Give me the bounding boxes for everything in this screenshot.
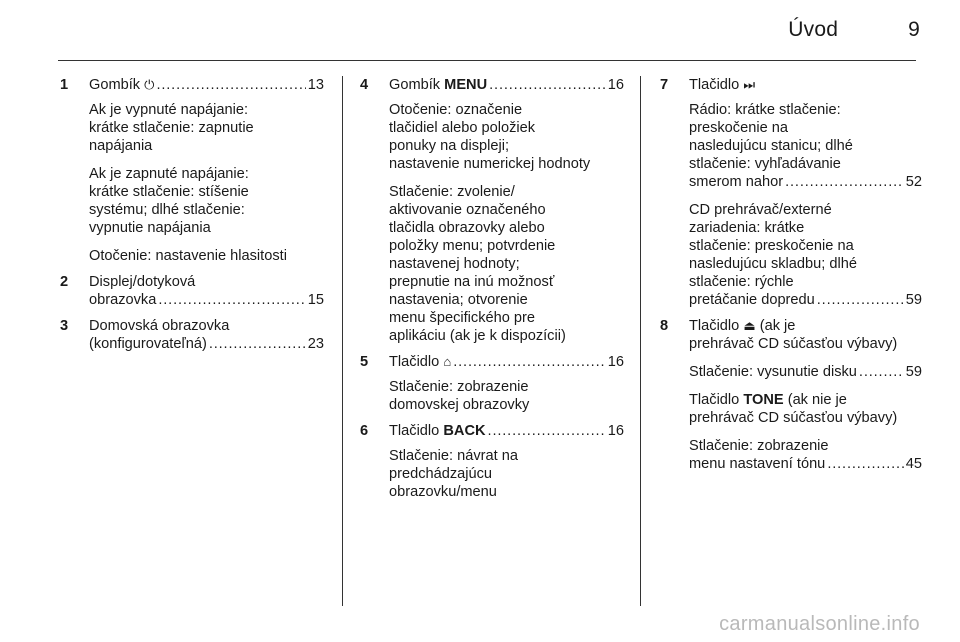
text-line: Stlačenie: zobrazenie — [689, 438, 829, 454]
text-line: zariadenia: krátke — [689, 220, 805, 236]
dot-leader — [453, 353, 606, 371]
list-item — [360, 353, 624, 414]
text-line: nastavenie numerickej hodnoty — [389, 156, 591, 172]
page-ref: 15 — [307, 292, 324, 308]
page-ref: 45 — [905, 456, 922, 472]
list-item — [360, 422, 624, 501]
text-line: Stlačenie: zvolenie/ — [389, 184, 515, 200]
item-label: Tlačidlo — [689, 77, 740, 93]
watermark: carmanualsonline.info — [719, 613, 920, 635]
power-icon: ⏻ — [144, 77, 155, 92]
text-line: pretáčanie dopredu — [689, 292, 815, 308]
dot-leader — [156, 76, 305, 94]
text-line: napájania — [89, 138, 153, 154]
text-line: systému; dlhé stlačenie: — [89, 202, 245, 218]
item-label: obrazovka — [89, 292, 157, 308]
item-label: Gombík — [89, 77, 141, 93]
text-line: stlačenie: preskočenie na — [689, 238, 854, 254]
column-divider — [342, 76, 343, 606]
text-line: prehrávač CD súčasťou výbavy) — [689, 410, 898, 426]
text-line: Ak je vypnuté napájanie: — [89, 102, 249, 118]
home-icon: ⌂ — [443, 354, 452, 369]
text-line: Ak je zapnuté napájanie: — [89, 166, 249, 182]
column-divider — [640, 76, 641, 606]
column-2 — [360, 76, 624, 501]
page-ref: 16 — [607, 77, 624, 93]
dot-leader — [209, 335, 306, 353]
text-line: Domovská obrazovka — [89, 318, 230, 334]
dot-leader — [489, 76, 606, 94]
text-line: Stlačenie: zobrazenie — [389, 379, 529, 395]
text-line: ponuky na displeji; — [389, 138, 510, 154]
text-line: nastavenej hodnoty; — [389, 256, 520, 272]
text-line: krátke stlačenie: zapnutie — [89, 120, 254, 136]
item-label: (konfigurovateľná) — [89, 336, 207, 352]
text-fragment: (ak je — [759, 318, 796, 334]
page-ref: 16 — [607, 423, 624, 439]
item-number: 5 — [360, 354, 369, 370]
text-line: nastavenia; otvorenie — [389, 292, 528, 308]
text-line: Stlačenie: vysunutie disku — [689, 364, 857, 380]
item-label: Tlačidlo — [389, 423, 440, 439]
text-line: nasledujúcu skladbu; dlhé — [689, 256, 857, 272]
text-line: prehrávač CD súčasťou výbavy) — [689, 336, 898, 352]
item-number: 2 — [60, 274, 69, 290]
column-3 — [660, 76, 922, 473]
text-line: Otočenie: nastavenie hlasitosti — [89, 248, 287, 264]
text-line: preskočenie na — [689, 120, 788, 136]
text-line: tlačidla obrazovky alebo — [389, 220, 545, 236]
item-number: 6 — [360, 423, 369, 439]
text-line: Displej/dotyková — [89, 274, 196, 290]
text-fragment: (ak nie je — [787, 392, 847, 408]
section-title: Úvod — [788, 18, 839, 41]
text-line: nasledujúcu stanicu; dlhé — [689, 138, 853, 154]
list-item — [60, 76, 324, 265]
list-item — [60, 317, 324, 353]
dot-leader — [859, 363, 904, 381]
item-number: 1 — [60, 77, 69, 93]
page-ref: 23 — [307, 336, 324, 352]
dot-leader — [158, 291, 305, 309]
text-line: domovskej obrazovky — [389, 397, 530, 413]
text-line: stlačenie: rýchle — [689, 274, 794, 290]
text-line: menu špecifického pre — [389, 310, 536, 326]
item-label: Gombík — [389, 77, 441, 93]
item-number: 3 — [60, 318, 69, 334]
text-fragment: Tlačidlo — [689, 392, 740, 408]
page-header — [788, 18, 920, 42]
page-ref: 52 — [905, 174, 922, 190]
text-line: smerom nahor — [689, 174, 784, 190]
text-line: krátke stlačenie: stíšenie — [89, 184, 249, 200]
item-number: 8 — [660, 318, 669, 334]
text-line: Otočenie: označenie — [389, 102, 523, 118]
dot-leader — [817, 291, 904, 309]
text-line: položky menu; potvrdenie — [389, 238, 556, 254]
page-ref: 59 — [905, 292, 922, 308]
dot-leader — [488, 422, 606, 440]
key-name: MENU — [444, 77, 488, 93]
text-line: menu nastavení tónu — [689, 456, 826, 472]
list-item — [60, 273, 324, 309]
list-item — [660, 76, 922, 309]
item-label: Tlačidlo — [389, 354, 440, 370]
text-line: stlačenie: vyhľadávanie — [689, 156, 841, 172]
eject-icon: ⏏ — [743, 318, 756, 333]
key-name: BACK — [443, 423, 486, 439]
page-ref: 13 — [307, 77, 324, 93]
text-line: predchádzajúcu — [389, 466, 493, 482]
dot-leader — [785, 173, 904, 191]
text-line: vypnutie napájania — [89, 220, 211, 236]
page-ref: 16 — [607, 354, 624, 370]
text-line: aktivovanie označeného — [389, 202, 546, 218]
text-line: prepnutie na inú možnosť — [389, 274, 555, 290]
header-divider — [58, 60, 916, 61]
page-number: 9 — [908, 18, 920, 41]
dot-leader — [827, 455, 903, 473]
key-name: TONE — [743, 392, 784, 408]
page-ref: 59 — [905, 364, 922, 380]
next-track-icon: ⏭ — [743, 77, 756, 92]
text-line: aplikáciu (ak je k dispozícii) — [389, 328, 566, 344]
list-item — [660, 317, 922, 473]
list-item — [360, 76, 624, 345]
column-1 — [60, 76, 324, 353]
text-line: obrazovku/menu — [389, 484, 497, 500]
item-number: 7 — [660, 77, 669, 93]
text-line: tlačidiel alebo položiek — [389, 120, 536, 136]
text-line: Rádio: krátke stlačenie: — [689, 102, 841, 118]
text-line: Stlačenie: návrat na — [389, 448, 518, 464]
text-line: CD prehrávač/externé — [689, 202, 832, 218]
item-number: 4 — [360, 77, 369, 93]
item-label: Tlačidlo — [689, 318, 740, 334]
